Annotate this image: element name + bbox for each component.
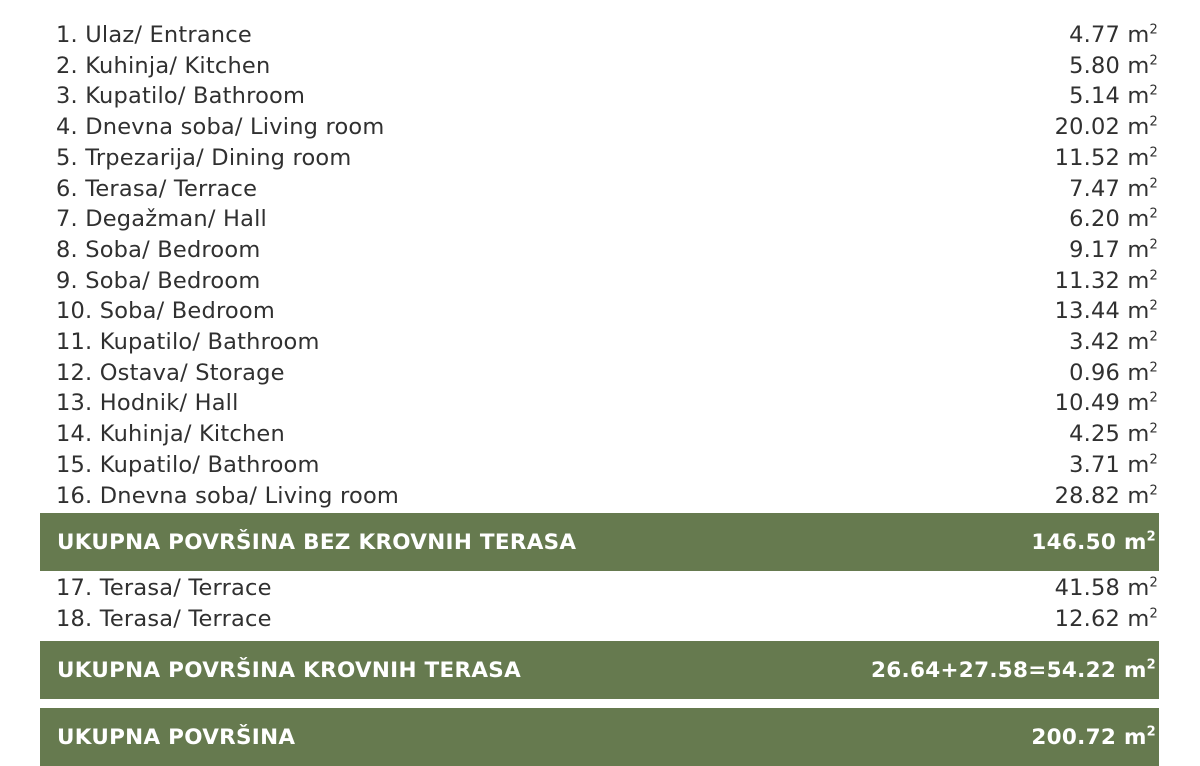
room-label: 7. Degažman/ Hall — [56, 206, 267, 233]
room-area: 3.42 $m^2$ — [1069, 329, 1158, 355]
total-label: UKUPNA POVRŠINA BEZ KROVNIH TERASA — [57, 529, 577, 555]
room-area: 4.25 $m^2$ — [1069, 421, 1158, 448]
room-area: 13.44 $m^2$ — [1054, 298, 1158, 325]
room-area: 6.20 $m^2$ — [1069, 206, 1158, 233]
room-area: 12.62 $m^2$ — [1054, 605, 1158, 632]
room-label: 6. Terasa/ Terrace — [56, 175, 258, 202]
room-row — [56, 143, 1158, 173]
room-area: 11.52 $m^2$ — [1054, 144, 1158, 171]
room-label: 8. Soba/ Bedroom — [56, 236, 261, 263]
room-row — [56, 604, 1158, 634]
room-label: 3. Kupatilo/ Bathroom — [56, 83, 306, 110]
room-area: 28.82 $m^2$ — [1054, 482, 1158, 509]
room-row — [56, 51, 1158, 81]
room-area: 20.02 $m^2$ — [1054, 114, 1158, 141]
room-label: 4. Dnevna soba/ Living room — [56, 114, 385, 141]
total-area-bar — [40, 708, 1159, 766]
room-row — [56, 419, 1158, 449]
room-row — [56, 20, 1158, 50]
room-row — [56, 112, 1158, 142]
room-area: 5.80 $m^2$ — [1069, 52, 1158, 79]
room-area: 11.32 $m^2$ — [1054, 267, 1158, 294]
total-value: 26.64+27.58=54.22 $m^2$ — [870, 657, 1156, 683]
room-row — [56, 204, 1158, 234]
room-label: 2. Kuhinja/ Kitchen — [56, 52, 271, 79]
room-label: 5. Trpezarija/ Dining room — [56, 144, 352, 171]
room-row — [56, 573, 1158, 603]
room-area: 5.14 $m^2$ — [1069, 83, 1158, 110]
total-value: 146.50 $m^2$ — [1031, 529, 1156, 555]
room-row — [56, 81, 1158, 111]
room-row — [56, 327, 1158, 357]
room-label: 10. Soba/ Bedroom — [56, 298, 275, 325]
room-row — [56, 481, 1158, 511]
room-row — [56, 266, 1158, 296]
room-label: 17. Terasa/ Terrace — [56, 575, 272, 601]
total-label: UKUPNA POVRŠINA KROVNIH TERASA — [57, 657, 522, 683]
room-row — [56, 296, 1158, 326]
room-label: 9. Soba/ Bedroom — [56, 267, 261, 294]
room-label: 15. Kupatilo/ Bathroom — [56, 451, 320, 478]
room-row — [56, 450, 1158, 480]
total-value: 200.72 $m^2$ — [1031, 724, 1156, 750]
room-label: 16. Dnevna soba/ Living room — [56, 482, 400, 509]
room-row — [56, 358, 1158, 388]
total-label: UKUPNA POVRŠINA — [57, 724, 296, 750]
room-area: 4.77 $m^2$ — [1069, 22, 1158, 48]
room-area: 41.58 $m^2$ — [1054, 575, 1158, 601]
room-area: 10.49 $m^2$ — [1054, 390, 1158, 417]
room-area: 0.96 $m^2$ — [1069, 359, 1158, 386]
room-label: 14. Kuhinja/ Kitchen — [56, 421, 285, 448]
room-label: 1. Ulaz/ Entrance — [56, 22, 252, 48]
room-label: 18. Terasa/ Terrace — [56, 605, 272, 632]
room-row — [56, 235, 1158, 265]
room-area: 9.17 $m^2$ — [1069, 236, 1158, 263]
room-label: 11. Kupatilo/ Bathroom — [56, 329, 320, 355]
total-without-roof-terraces-bar — [40, 513, 1159, 571]
room-row — [56, 174, 1158, 204]
room-label: 13. Hodnik/ Hall — [56, 390, 239, 417]
room-area: 3.71 $m^2$ — [1069, 451, 1158, 478]
room-row — [56, 388, 1158, 418]
room-area: 7.47 $m^2$ — [1069, 175, 1158, 202]
room-label: 12. Ostava/ Storage — [56, 359, 285, 386]
total-roof-terraces-bar — [40, 641, 1159, 699]
